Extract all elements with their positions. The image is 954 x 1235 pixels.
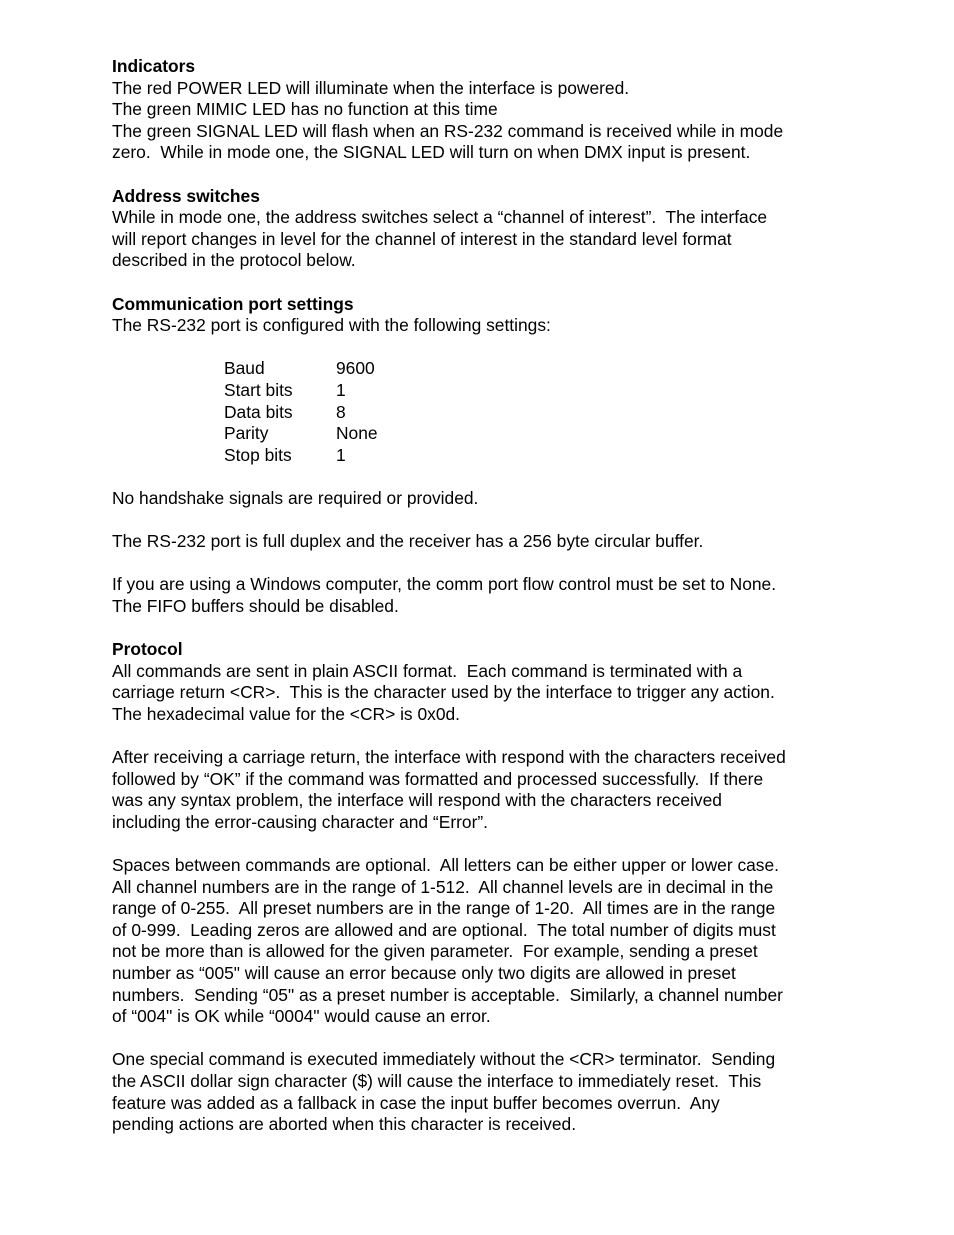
protocol-line: range of 0-255. All preset numbers are in the range of 1-20. All times are in the range	[112, 898, 776, 919]
indicators-line: zero. While in mode one, the SIGNAL LED will turn on when DMX input is present.	[112, 142, 751, 163]
protocol-line: feature was added as a fallback in case the input buffer becomes overrun. Any	[112, 1092, 720, 1113]
setting-value: 9600	[336, 358, 375, 379]
indicators-line: The green MIMIC LED has no function at this time	[112, 99, 498, 120]
setting-key: Data bits	[224, 401, 293, 422]
protocol-line: not be more than is allowed for the given parameter. For example, sending a preset	[112, 941, 758, 962]
protocol-line: Spaces between commands are optional. All letters can be either upper or lower case.	[112, 854, 780, 875]
settings-row	[224, 358, 378, 380]
protocol-line: numbers. Sending “05" as a preset number is acceptable. Similarly, a channel number	[112, 984, 783, 1005]
settings-row	[224, 445, 378, 467]
paragraph-gap	[112, 164, 854, 186]
protocol-line: One special command is executed immediately without the <CR> terminator. Sending	[112, 1049, 776, 1070]
setting-key: Baud	[224, 358, 265, 379]
paragraph-gap	[112, 617, 854, 639]
comm-settings-heading: Communication port settings	[112, 293, 354, 314]
protocol-line: The hexadecimal value for the <CR> is 0x0d.	[112, 703, 460, 724]
setting-value: 1	[336, 444, 346, 465]
address-line: While in mode one, the address switches select a “channel of interest”. The interface	[112, 207, 768, 228]
paragraph-gap	[112, 509, 854, 531]
protocol-line: pending actions are aborted when this character is received.	[112, 1114, 577, 1135]
setting-value: None	[336, 423, 378, 444]
paragraph-gap	[112, 833, 854, 855]
handshake-text: No handshake signals are required or provided.	[112, 487, 479, 508]
indicators-heading: Indicators	[112, 56, 196, 76]
paragraph-gap	[112, 466, 854, 488]
indicators-line: The green SIGNAL LED will flash when an RS-232 command is received while in mode	[112, 120, 784, 141]
indicators-line: The red POWER LED will illuminate when the interface is powered.	[112, 77, 630, 98]
protocol-line: the ASCII dollar sign character ($) will cause the interface to immediately reset. This	[112, 1070, 762, 1091]
setting-key: Stop bits	[224, 444, 292, 465]
paragraph-gap	[112, 1028, 854, 1050]
protocol-line: number as “005" will cause an error because only two digits are allowed in preset	[112, 962, 736, 983]
settings-row	[224, 380, 378, 402]
paragraph-gap	[112, 337, 854, 359]
address-line: will report changes in level for the channel of interest in the standard level format	[112, 228, 732, 249]
duplex-text: The RS-232 port is full duplex and the receiver has a 256 byte circular buffer.	[112, 531, 704, 552]
comm-intro: The RS-232 port is configured with the following settings:	[112, 315, 551, 336]
protocol-line: of 0-999. Leading zeros are allowed and are optional. The total number of digits must	[112, 919, 776, 940]
protocol-line: All channel numbers are in the range of 1-512. All channel levels are in decimal in the	[112, 876, 774, 897]
protocol-line: After receiving a carriage return, the interface with respond with the characters received	[112, 747, 786, 767]
protocol-line: followed by “OK” if the command was formatted and processed successfully. If there	[112, 768, 764, 789]
protocol-line: including the error-causing character and “Error”.	[112, 811, 488, 832]
settings-row	[224, 423, 378, 445]
settings-row	[224, 402, 378, 424]
paragraph-gap	[112, 272, 854, 294]
paragraph-gap	[112, 553, 854, 575]
address-switches-heading: Address switches	[112, 185, 260, 206]
protocol-heading: Protocol	[112, 639, 183, 660]
paragraph-gap	[112, 725, 854, 747]
setting-key: Start bits	[224, 379, 293, 400]
address-line: described in the protocol below.	[112, 250, 356, 271]
protocol-line: All commands are sent in plain ASCII format. Each command is terminated with a	[112, 660, 743, 681]
setting-key: Parity	[224, 423, 269, 444]
windows-line: If you are using a Windows computer, the comm port flow control must be set to None.	[112, 574, 777, 595]
protocol-line: of “004" is OK while “0004" would cause an error.	[112, 1006, 491, 1027]
windows-line: The FIFO buffers should be disabled.	[112, 595, 399, 616]
protocol-line: was any syntax problem, the interface will respond with the characters received	[112, 790, 722, 811]
protocol-line: carriage return <CR>. This is the character used by the interface to trigger any action.	[112, 682, 775, 703]
setting-value: 1	[336, 379, 346, 400]
settings-table	[224, 358, 378, 466]
setting-value: 8	[336, 401, 346, 422]
